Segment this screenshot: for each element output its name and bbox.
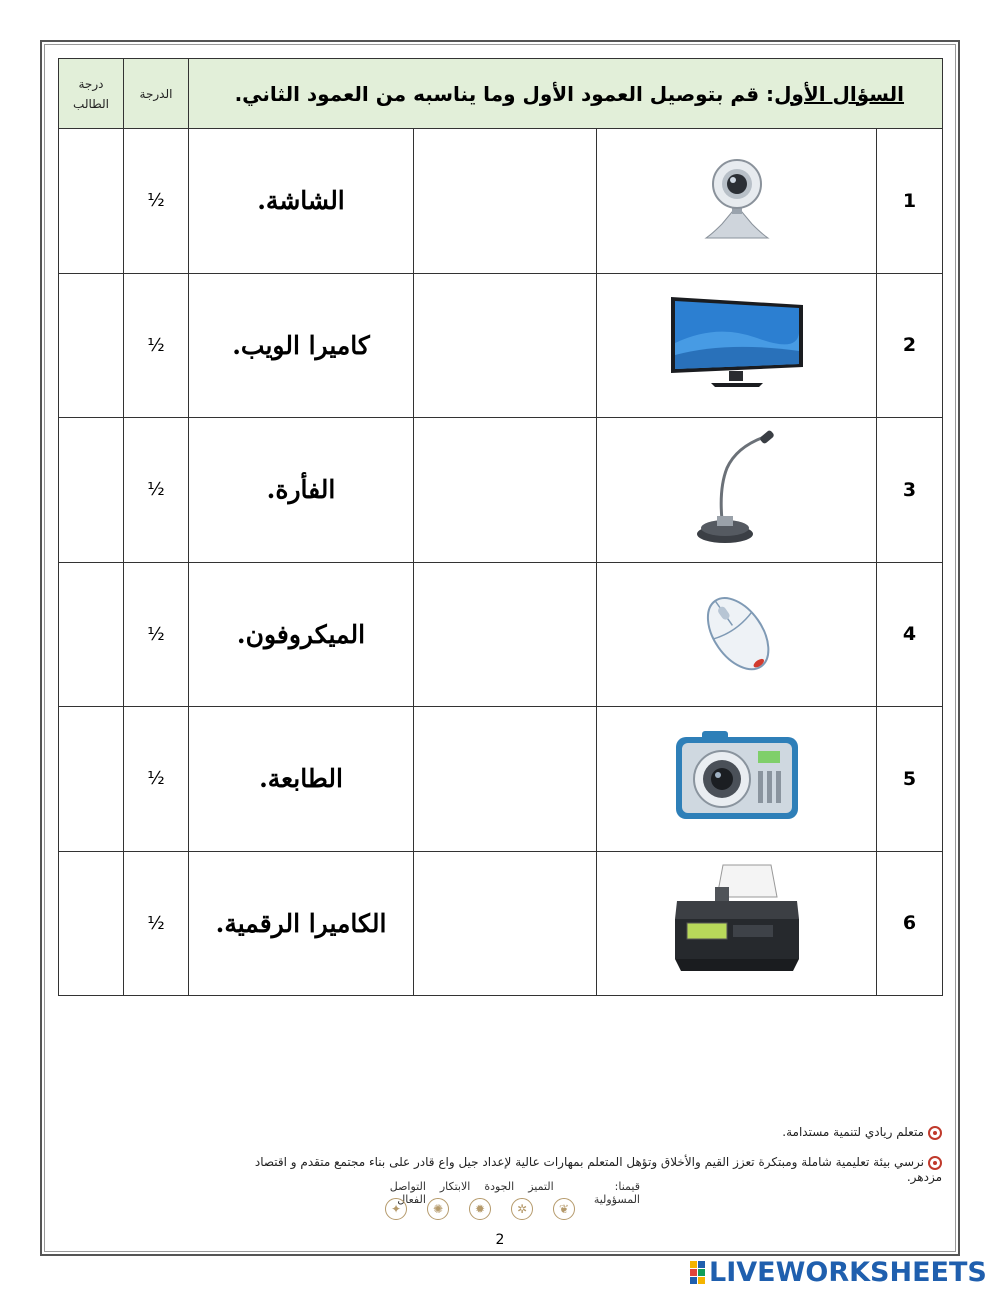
lightbulb-icon: ✹ [469,1198,491,1220]
picture-cell [597,129,877,274]
question-label: السؤال الأول [774,81,905,106]
value-item: الجودة [484,1180,515,1193]
term-cell: الطابعة. [189,707,414,852]
table-header-row [59,59,943,129]
student-grade-header: درجة الطالب [59,59,124,129]
vision-line [230,1125,942,1140]
question-title [189,59,943,129]
student-grade-cell[interactable] [59,851,124,996]
webcam-icon [692,154,782,244]
value-item: التميز [528,1180,554,1193]
student-grade-cell[interactable] [59,418,124,563]
picture-cell [597,707,877,852]
target-icon [928,1126,942,1140]
picture-cell [597,562,877,707]
page-number: 2 [495,1232,505,1248]
grade-cell: ½ [124,707,189,852]
row-number: 1 [877,129,943,274]
value-item: التواصل الفعال [389,1180,426,1206]
grade-cell: ½ [124,851,189,996]
mouse-icon [692,582,782,682]
monitor-icon [667,293,807,393]
network-icon: ✺ [427,1198,449,1220]
matching-table [58,58,943,996]
answer-drop-cell[interactable] [414,418,597,563]
student-grade-cell[interactable] [59,562,124,707]
digital-camera-icon [672,727,802,827]
table-row [59,851,943,996]
table-row [59,418,943,563]
table-row [59,707,943,852]
value-item: الابتكار [439,1180,471,1193]
table-row [59,273,943,418]
student-grade-cell[interactable] [59,129,124,274]
liveworksheets-logo[interactable] [690,1257,987,1287]
picture-cell [597,851,877,996]
question-text: : قم بتوصيل العمود الأول وما يناسبه من العمود الثاني. [234,81,775,106]
row-number: 6 [877,851,943,996]
gear-icon: ✲ [511,1198,533,1220]
term-cell: الشاشة. [189,129,414,274]
term-cell: كاميرا الويب. [189,273,414,418]
logo-text: LIVEWORKSHEETS [709,1256,987,1288]
term-cell: الفأرة. [189,418,414,563]
star-icon: ✦ [385,1198,407,1220]
picture-cell [597,273,877,418]
grade-cell: ½ [124,562,189,707]
term-cell: الكاميرا الرقمية. [189,851,414,996]
value-item: قيمنا: المسؤولية [593,1180,640,1206]
answer-drop-cell[interactable] [414,273,597,418]
student-grade-cell[interactable] [59,273,124,418]
logo-badge-icon [690,1261,705,1284]
microphone-icon [687,428,787,548]
row-number: 2 [877,273,943,418]
table-row [59,562,943,707]
row-number: 3 [877,418,943,563]
printer-icon [667,861,807,981]
vision-text: متعلم ريادي لتنمية مستدامة. [782,1125,924,1139]
answer-drop-cell[interactable] [414,707,597,852]
grade-header: الدرجة [124,59,189,129]
grade-cell: ½ [124,273,189,418]
grade-cell: ½ [124,418,189,563]
picture-cell [597,418,877,563]
table-row [59,129,943,274]
answer-drop-cell[interactable] [414,562,597,707]
answer-drop-cell[interactable] [414,129,597,274]
row-number: 5 [877,707,943,852]
grade-cell: ½ [124,129,189,274]
answer-drop-cell[interactable] [414,851,597,996]
mission-text: نرسي بيئة تعليمية شاملة ومبتكرة تعزز القيم والأخلاق وتؤهل المتعلم بمهارات عالية لإعداد جيل واع قادر على بناء مجتمع متقدم و اقتصاد مزدهر. [254,1155,942,1184]
row-number: 4 [877,562,943,707]
target-icon [928,1156,942,1170]
values-icons [385,1198,575,1220]
hands-icon: ❦ [553,1198,575,1220]
term-cell: الميكروفون. [189,562,414,707]
student-grade-cell[interactable] [59,707,124,852]
